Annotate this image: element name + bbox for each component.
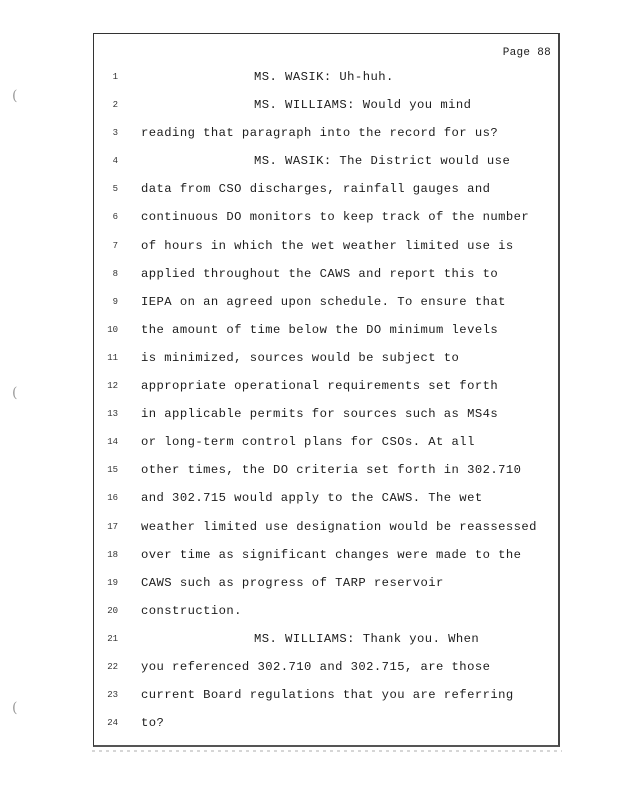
line-number: 18 <box>107 549 118 560</box>
transcript-line <box>94 513 558 541</box>
line-number: 8 <box>112 268 118 279</box>
line-number: 15 <box>107 465 118 476</box>
line-text: applied throughout the CAWS and report this to <box>141 266 499 281</box>
line-number: 12 <box>107 381 118 392</box>
line-number: 23 <box>107 690 118 701</box>
line-text: you referenced 302.710 and 302.715, are those <box>141 659 491 674</box>
transcript-line <box>94 569 558 597</box>
line-text: is minimized, sources would be subject to <box>141 350 460 365</box>
line-number: 17 <box>107 521 118 532</box>
line-text: the amount of time below the DO minimum levels <box>141 322 499 337</box>
line-text: reading that paragraph into the record for us? <box>141 126 499 141</box>
line-text: and 302.715 would apply to the CAWS. The wet <box>141 491 483 506</box>
line-text: MS. WASIK: Uh-huh. <box>254 70 394 84</box>
line-number: 13 <box>107 409 118 420</box>
transcript-line <box>94 428 558 456</box>
line-text: other times, the DO criteria set forth in 302.710 <box>141 463 522 478</box>
line-text: MS. WASIK: The District would use <box>254 154 511 169</box>
line-number: 19 <box>107 577 118 588</box>
line-text: appropriate operational requirements set forth <box>141 379 499 394</box>
line-number: 24 <box>107 718 118 729</box>
line-number: 3 <box>112 128 118 139</box>
line-text: of hours in which the wet weather limited use is <box>141 238 514 253</box>
transcript-line <box>94 597 558 625</box>
binding-hole-mark-bottom: ( <box>12 700 18 716</box>
line-text: MS. WILLIAMS: Would you mind <box>254 98 472 113</box>
line-text: data from CSO discharges, rainfall gauges and <box>141 182 491 197</box>
transcript-line <box>94 456 558 484</box>
line-text: construction. <box>141 603 242 618</box>
transcript-line <box>94 260 558 288</box>
transcript-line <box>94 372 558 400</box>
transcript-line <box>94 625 558 653</box>
transcript-line <box>94 541 558 569</box>
line-text: or long-term control plans for CSOs. At all <box>141 435 475 450</box>
transcript-line <box>94 63 558 91</box>
scan-edge <box>92 750 562 752</box>
line-number: 10 <box>107 324 118 335</box>
line-text: IEPA on an agreed upon schedule. To ensure that <box>141 294 506 309</box>
transcript-line <box>94 91 558 119</box>
line-text: weather limited use designation would be reassessed <box>141 519 537 534</box>
transcript-line <box>94 175 558 203</box>
transcript-line <box>94 400 558 428</box>
transcript-lines <box>94 63 558 737</box>
line-number: 16 <box>107 493 118 504</box>
line-number: 9 <box>112 296 118 307</box>
transcript-line <box>94 203 558 231</box>
binding-hole-mark-top: ( <box>12 88 18 104</box>
binding-hole-mark-middle: ( <box>12 385 18 401</box>
line-text: over time as significant changes were made to the <box>141 547 522 562</box>
transcript-line <box>94 232 558 260</box>
line-number: 4 <box>112 156 118 167</box>
line-text: MS. WILLIAMS: Thank you. When <box>254 631 480 646</box>
line-text: CAWS such as progress of TARP reservoir <box>141 575 444 590</box>
transcript-line <box>94 709 558 737</box>
transcript-line <box>94 681 558 709</box>
line-number: 5 <box>112 184 118 195</box>
line-number: 11 <box>107 352 118 363</box>
line-number: 6 <box>112 212 118 223</box>
transcript-page <box>93 33 560 747</box>
line-number: 2 <box>112 100 118 111</box>
transcript-line <box>94 147 558 175</box>
line-text: current Board regulations that you are referring <box>141 688 514 703</box>
line-number: 20 <box>107 605 118 616</box>
transcript-line <box>94 288 558 316</box>
line-text: to? <box>141 716 165 731</box>
line-text: in applicable permits for sources such as MS4s <box>141 407 499 422</box>
transcript-line <box>94 484 558 512</box>
transcript-line <box>94 119 558 147</box>
transcript-line <box>94 344 558 372</box>
transcript-line <box>94 653 558 681</box>
line-number: 21 <box>107 633 118 644</box>
transcript-line <box>94 316 558 344</box>
line-number: 14 <box>107 437 118 448</box>
page-number: Page 88 <box>502 47 551 59</box>
line-number: 1 <box>112 72 118 82</box>
line-text: continuous DO monitors to keep track of the number <box>141 210 530 225</box>
line-number: 7 <box>112 240 118 251</box>
line-number: 22 <box>107 661 118 672</box>
